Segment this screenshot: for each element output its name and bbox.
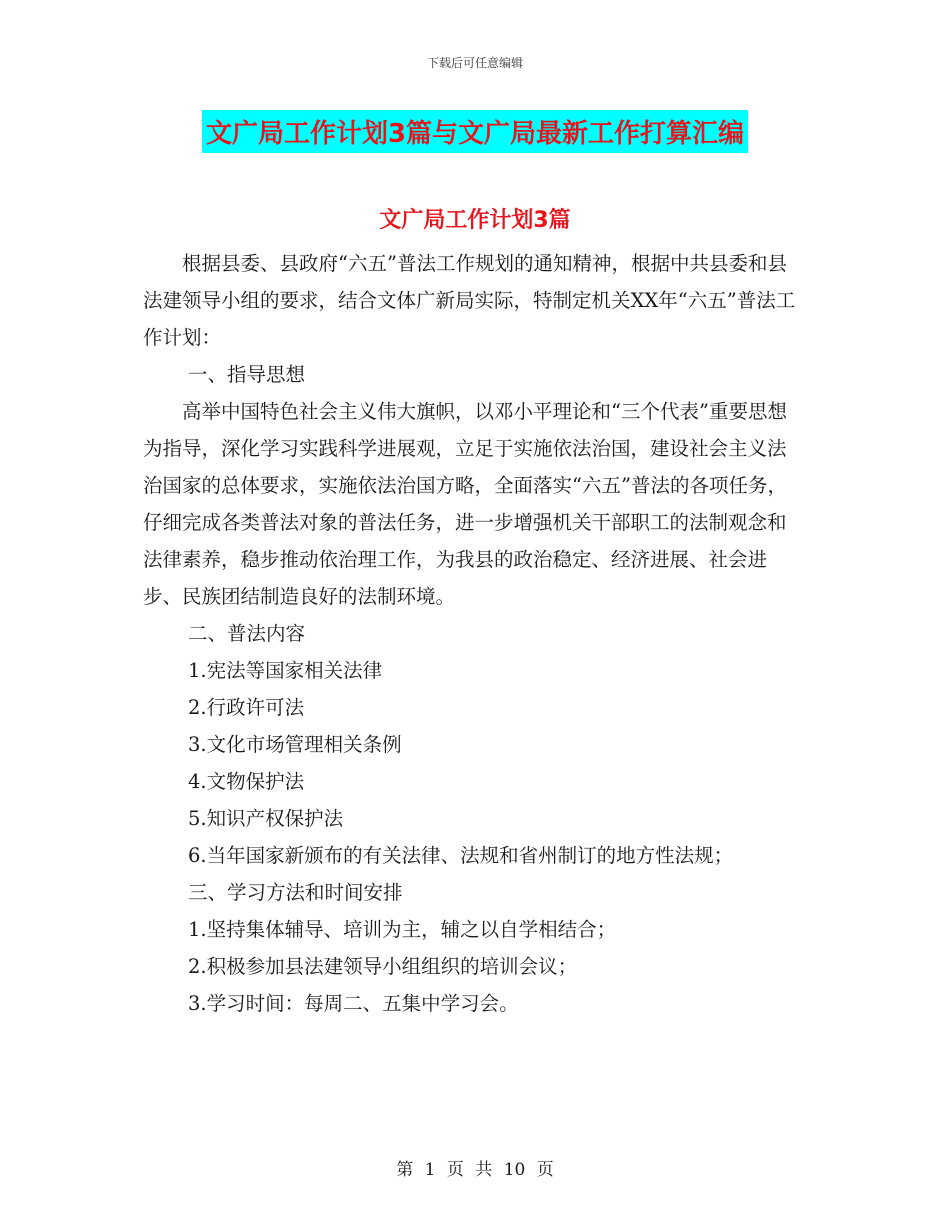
heading-content: 二、普法内容	[188, 622, 306, 645]
document-body	[143, 245, 803, 1022]
section-title: 文广局工作计划3篇	[379, 208, 571, 233]
list-item: 6.当年国家新颁布的有关法律、法规和省州制订的地方性法规；	[188, 844, 734, 867]
page-footer: 第 1 页 共 10 页	[396, 1160, 554, 1180]
list-item: 5.知识产权保护法	[188, 807, 344, 830]
list-item: 3.学习时间：每周二、五集中学习会。	[188, 992, 519, 1015]
heading-guiding-ideology: 一、指导思想	[188, 363, 306, 386]
header-note: 下载后可任意编辑	[426, 56, 523, 70]
list-item: 1.宪法等国家相关法律	[188, 659, 383, 682]
guiding-ideology-paragraph: 高举中国特色社会主义伟大旗帜，以邓小平理论和“三个代表”重要思想为指导，深化学习实践科学进展观，立足于实施依法治国，建设社会主义法治国家的总体要求，实施依法治国方略，全面落实“六五”普法的各项任务，仔细完成各类普法对象的普法任务，进一步增强机关干部职工的法制观念和法律素养，稳步推动依治理工作，为我县的政治稳定、经济进展、社会进步、民族团结制造良好的法制环境。	[143, 400, 787, 608]
list-item: 2.积极参加县法建领导小组组织的培训会议；	[188, 955, 578, 978]
list-item: 1.坚持集体辅导、培训为主，辅之以自学相结合；	[188, 918, 617, 941]
list-item: 4.文物保护法	[188, 770, 305, 793]
document-title-container	[0, 110, 950, 153]
intro-paragraph: 根据县委、县政府“六五”普法工作规划的通知精神，根据中共县委和县法建领导小组的要求，结合文体广新局实际，特制定机关XX年“六五”普法工作计划：	[143, 252, 796, 349]
document-title: 文广局工作计划3篇与文广局最新工作打算汇编	[202, 110, 748, 153]
heading-methods: 三、学习方法和时间安排	[188, 881, 403, 904]
list-item: 2.行政许可法	[188, 696, 305, 719]
list-item: 3.文化市场管理相关条例	[188, 733, 402, 756]
